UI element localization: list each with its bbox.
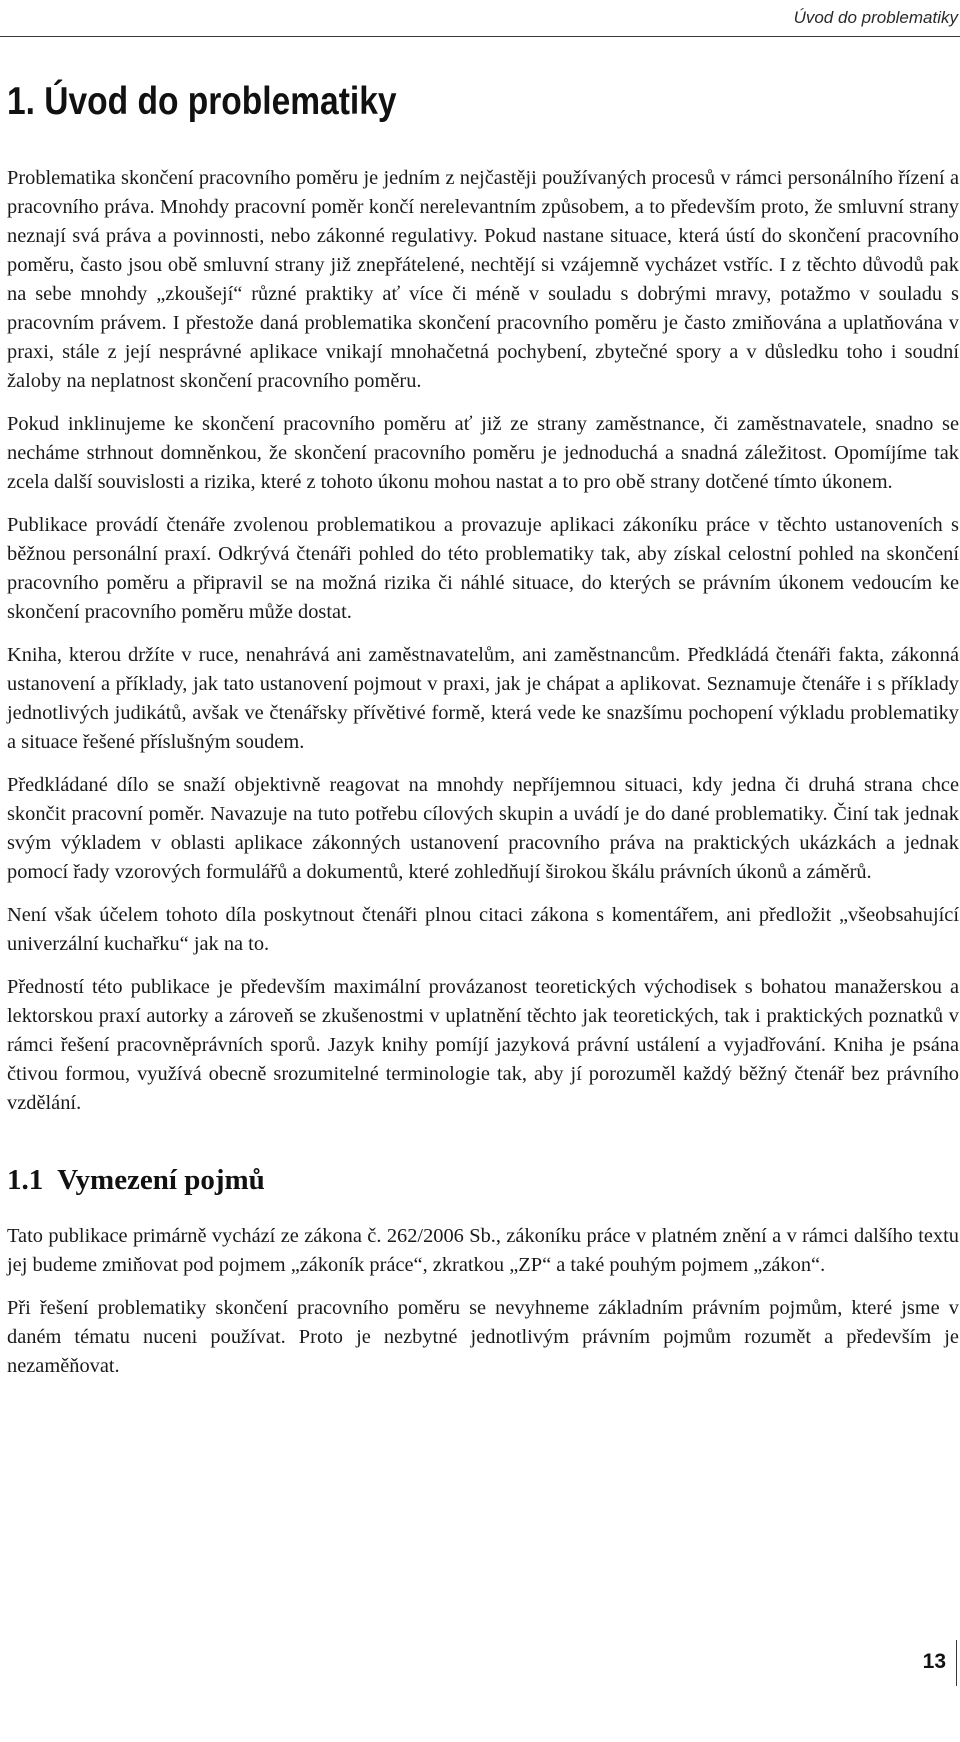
- body-paragraph-1: Problematika skončení pracovního poměru je jedním z nejčastěji používaných procesů v rámci personálního řízení a pracovního práva. Mnohdy pracovní poměr končí nerelevantním způsobem, a to především proto, že smluvní strany neznají svá práva a povinnosti, nebo zákonné regulativy. Pokud nastane situace, která ústí do skončení pracovního poměru, často jsou obě smluvní strany již znepřátelené, nechtějí si vzájemně vycházet vstříc. I z těchto důvodů pak na sebe mnohdy „zkoušejí“ různé praktiky ať více či méně v souladu s dobrými mravy, potažmo v souladu s pracovním právem. I přestože daná problematika skončení pracovního poměru je často zmiňována a uplatňována v praxi, stále z její nesprávné aplikace vnikají mnohačetná pochybení, zbytečné spory a v důsledku toho i soudní žaloby na neplatnost skončení pracovního poměru.: [7, 167, 959, 392]
- running-header: [0, 0, 960, 38]
- body-paragraph-3: Publikace provádí čtenáře zvolenou problematikou a provazuje aplikaci zákoníku práce v těchto ustanoveních s běžnou personální praxí. Odkrývá čtenáři pohled do této problematiky tak, aby získal celostní pohled na skončení pracovního poměru a připravil se na možná rizika či náhlé situace, do kterých se právním úkonem vedoucím ke skončení pracovního poměru může dostat.: [7, 514, 959, 623]
- chapter-title: 1. Úvod do problematiky: [7, 80, 397, 123]
- body-paragraph-7: Předností této publikace je především maximální provázanost teoretických východisek s bohatou manažerskou a lektorskou praxí autorky a zároveň se zkušenostmi v uplatnění těchto jak teoretických, tak i praktických poznatků v rámci řešení pracovněprávních sporů. Jazyk knihy pomíjí jazyková právní ustálení a vyjadřování. Kniha je psána čtivou formou, využívá obecně srozumitelné terminologie tak, aby jí porozuměl každý běžný čtenář bez právního vzdělání.: [7, 976, 959, 1114]
- body-paragraph-4: Kniha, kterou držíte v ruce, nenahrává ani zaměstnavatelům, ani zaměstnancům. Předkládá čtenáři fakta, zákonná ustanovení a příklady, jak tato ustanovení pojmout v praxi, jak je chápat a aplikovat. Seznamuje čtenáře i s příklady jednotlivých judikátů, avšak ve čtenářsky přívětivé formě, která vede ke snazšímu pochopení výkladu problematiky a situace řešené příslušným soudem.: [7, 644, 959, 753]
- page-number: 13: [922, 1650, 946, 1673]
- body-paragraph-6: Není však účelem tohoto díla poskytnout čtenáři plnou citaci zákona s komentářem, ani předložit „všeobsahující univerzální kuchařku“ jak na to.: [7, 904, 959, 955]
- page-footer: [900, 1640, 960, 1690]
- body-paragraph-2: Pokud inklinujeme ke skončení pracovního poměru ať již ze strany zaměstnance, či zaměstnavatele, snadno se necháme strhnout domněnkou, že skončení pracovního poměru je jednoduchá a snadná záležitost. Opomíjíme tak zcela další souvislosti a rizika, které z tohoto úkonu mohou nastat a to pro obě strany dotčené tímto úkonem.: [7, 413, 959, 493]
- header-rule: [0, 36, 960, 37]
- running-header-title: Úvod do problematiky: [793, 8, 958, 27]
- section-paragraph-2: Při řešení problematiky skončení pracovního poměru se nevyhneme základním právním pojmům, které jsme v daném tématu nuceni používat. Proto je nezbytné jednotlivým právním pojmům rozumět a především je nezaměňovat.: [7, 1297, 959, 1377]
- section-title: Vymezení pojmů: [57, 1164, 265, 1196]
- section-paragraph-1: Tato publikace primárně vychází ze zákona č. 262/2006 Sb., zákoníku práce v platném znění a v rámci dalšího textu jej budeme zmiňovat pod pojmem „zákoník práce“, zkratkou „ZP“ a také pouhým pojmem „zákon“.: [7, 1225, 959, 1276]
- section-number: 1.1: [7, 1164, 44, 1196]
- section-heading: [7, 1162, 959, 1198]
- footer-rule: [956, 1640, 957, 1686]
- body-paragraph-5: Předkládané dílo se snaží objektivně reagovat na mnohdy nepříjemnou situaci, kdy jedna či druhá strana chce skončit pracovní poměr. Navazuje na tuto potřebu cílových skupin a uvádí je do dané problematiky. Činí tak jednak svým výkladem v oblasti aplikace zákonných ustanovení pracovního práva na praktických ukázkách a jednak pomocí řady vzorových formulářů a dokumentů, které zohledňují širokou škálu právních úkonů a záměrů.: [7, 774, 959, 883]
- page-content: [7, 78, 959, 1395]
